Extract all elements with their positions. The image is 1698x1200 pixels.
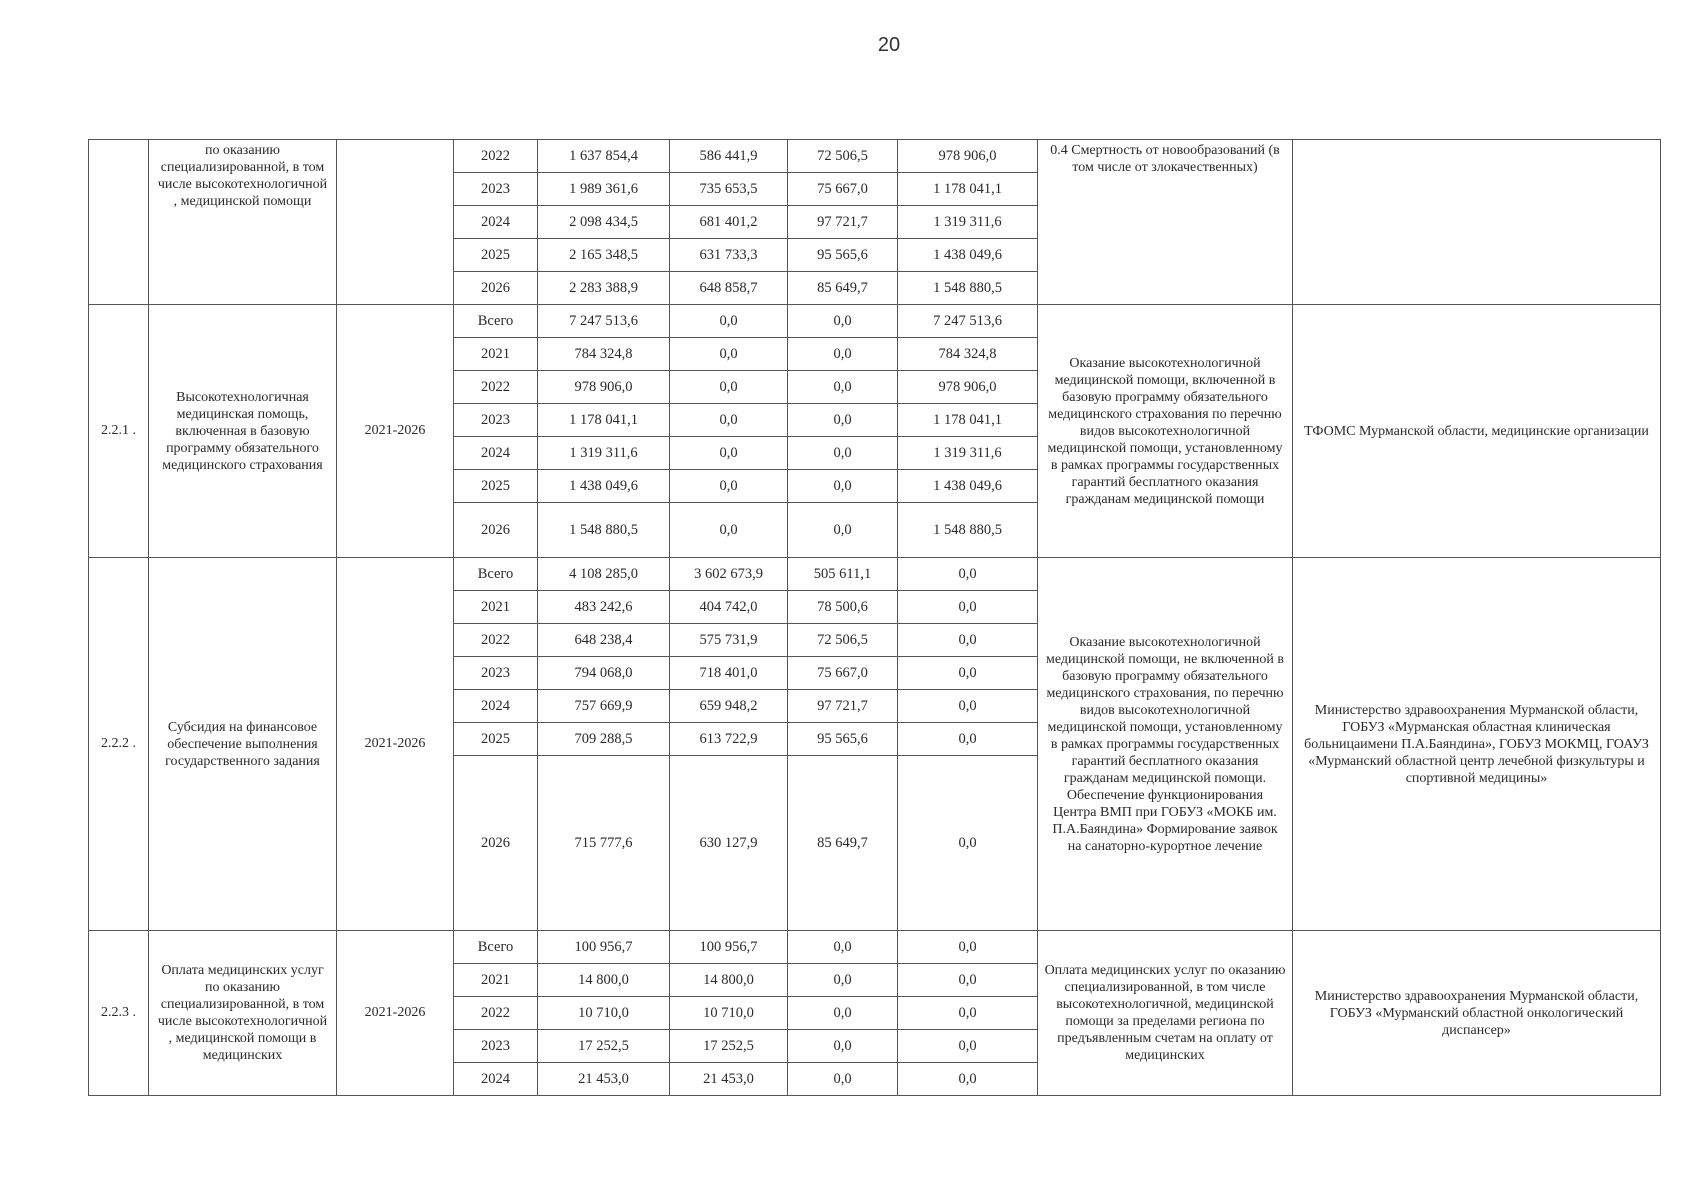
funding-cell-3: 0,0 (898, 1063, 1038, 1096)
funding-cell-2: 97 721,7 (788, 206, 898, 239)
year-cell: 2026 (454, 756, 538, 931)
year-cell: 2024 (454, 206, 538, 239)
year-cell: 2023 (454, 657, 538, 690)
executor: ТФОМС Мурманской области, медицинские организации (1293, 305, 1661, 558)
page-number: 20 (877, 34, 901, 56)
year-cell: 2023 (454, 404, 538, 437)
table-row (89, 305, 1661, 338)
funding-cell-2: 505 611,1 (788, 558, 898, 591)
funding-cell-2: 0,0 (788, 1063, 898, 1096)
year-cell: Всего (454, 931, 538, 964)
year-cell: 2021 (454, 964, 538, 997)
table-row (89, 558, 1661, 591)
funding-cell-1: 648 858,7 (670, 272, 788, 305)
funding-cell-2: 0,0 (788, 503, 898, 558)
funding-cell-1: 586 441,9 (670, 140, 788, 173)
event-name: Субсидия на финансовое обеспечение выполнения государственного задания (149, 558, 337, 931)
total-cell: 10 710,0 (538, 997, 670, 1030)
period (337, 140, 454, 305)
funding-cell-3: 1 438 049,6 (898, 239, 1038, 272)
funding-cell-1: 0,0 (670, 503, 788, 558)
executor: Министерство здравоохранения Мурманской области, ГОБУЗ «Мурманская областная клиническая больницаимени П.А.Баяндина», ГОБУЗ МОКМЦ, ГОАУЗ «Мурманский областной центр лечебной физкультуры и спортивной медицины» (1293, 558, 1661, 931)
funding-cell-2: 0,0 (788, 305, 898, 338)
year-cell: 2025 (454, 239, 538, 272)
funding-cell-2: 72 506,5 (788, 624, 898, 657)
indicator: Оказание высокотехнологичной медицинской помощи, включенной в базовую программу обязательного медицинского страхования по перечню видов высокотехнологичной медицинской помощи, установленному в рамках программы государственных гарантий бесплатного оказания гражданам медицинской помощи (1038, 305, 1293, 558)
funding-cell-1: 0,0 (670, 371, 788, 404)
funding-cell-3: 0,0 (898, 723, 1038, 756)
funding-cell-3: 0,0 (898, 624, 1038, 657)
total-cell: 2 098 434,5 (538, 206, 670, 239)
executor: Министерство здравоохранения Мурманской области, ГОБУЗ «Мурманский областной онкологический диспансер» (1293, 931, 1661, 1096)
total-cell: 1 989 361,6 (538, 173, 670, 206)
funding-cell-3: 978 906,0 (898, 140, 1038, 173)
funding-cell-2: 0,0 (788, 1030, 898, 1063)
funding-cell-3: 0,0 (898, 657, 1038, 690)
funding-cell-1: 735 653,5 (670, 173, 788, 206)
funding-cell-1: 10 710,0 (670, 997, 788, 1030)
event-name: Высокотехнологичная медицинская помощь, включенная в базовую программу обязательного медицинского страхования (149, 305, 337, 558)
table-body (89, 140, 1661, 1096)
year-cell: 2023 (454, 173, 538, 206)
funding-cell-1: 0,0 (670, 338, 788, 371)
total-cell: 100 956,7 (538, 931, 670, 964)
indicator: Оказание высокотехнологичной медицинской помощи, не включенной в базовую программу обязательного медицинского страхования, по перечню видов высокотехнологичной медицинской помощи, установленному в рамках программы государственных гарантий бесплатного оказания гражданам медицинской помощи. Обеспечение функционирования Центра ВМП при ГОБУЗ «МОКБ им. П.А.Баяндина» Формирование заявок на санаторно-курортное лечение (1038, 558, 1293, 931)
year-cell: 2024 (454, 437, 538, 470)
indicator: Оплата медицинских услуг по оказанию специализированной, в том числе высокотехнологичной, медицинской помощи за пределами региона по предъявленным счетам на оплату от медицинских (1038, 931, 1293, 1096)
row-code: 2.2.1 . (89, 305, 149, 558)
funding-cell-2: 95 565,6 (788, 239, 898, 272)
total-cell: 794 068,0 (538, 657, 670, 690)
funding-cell-2: 0,0 (788, 404, 898, 437)
funding-cell-1: 0,0 (670, 404, 788, 437)
funding-cell-1: 681 401,2 (670, 206, 788, 239)
total-cell: 709 288,5 (538, 723, 670, 756)
funding-cell-2: 85 649,7 (788, 272, 898, 305)
total-cell: 2 283 388,9 (538, 272, 670, 305)
funding-cell-1: 630 127,9 (670, 756, 788, 931)
funding-cell-1: 0,0 (670, 470, 788, 503)
funding-cell-3: 0,0 (898, 558, 1038, 591)
year-cell: 2021 (454, 338, 538, 371)
funding-cell-1: 718 401,0 (670, 657, 788, 690)
funding-cell-1: 575 731,9 (670, 624, 788, 657)
funding-cell-3: 1 319 311,6 (898, 206, 1038, 239)
year-cell: 2022 (454, 997, 538, 1030)
funding-cell-1: 404 742,0 (670, 591, 788, 624)
total-cell: 1 178 041,1 (538, 404, 670, 437)
funding-cell-3: 0,0 (898, 964, 1038, 997)
total-cell: 7 247 513,6 (538, 305, 670, 338)
row-code (89, 140, 149, 305)
funding-cell-1: 0,0 (670, 437, 788, 470)
period: 2021-2026 (337, 305, 454, 558)
year-cell: 2022 (454, 140, 538, 173)
funding-cell-2: 0,0 (788, 997, 898, 1030)
total-cell: 21 453,0 (538, 1063, 670, 1096)
funding-cell-1: 3 602 673,9 (670, 558, 788, 591)
indicator: 0.4 Смертность от новообразований (в том числе от злокачественных) (1038, 140, 1293, 305)
year-cell: Всего (454, 558, 538, 591)
year-cell: Всего (454, 305, 538, 338)
total-cell: 1 438 049,6 (538, 470, 670, 503)
funding-cell-1: 659 948,2 (670, 690, 788, 723)
total-cell: 1 319 311,6 (538, 437, 670, 470)
funding-cell-2: 97 721,7 (788, 690, 898, 723)
total-cell: 4 108 285,0 (538, 558, 670, 591)
funding-cell-2: 75 667,0 (788, 173, 898, 206)
total-cell: 784 324,8 (538, 338, 670, 371)
funding-cell-2: 0,0 (788, 338, 898, 371)
funding-cell-1: 100 956,7 (670, 931, 788, 964)
year-cell: 2021 (454, 591, 538, 624)
event-name: по оказанию специализированной, в том числе высокотехнологичной , медицинской помощи (149, 140, 337, 305)
funding-cell-3: 7 247 513,6 (898, 305, 1038, 338)
funding-cell-1: 0,0 (670, 305, 788, 338)
year-cell: 2025 (454, 470, 538, 503)
funding-cell-1: 14 800,0 (670, 964, 788, 997)
total-cell: 978 906,0 (538, 371, 670, 404)
funding-cell-3: 0,0 (898, 931, 1038, 964)
row-code: 2.2.2 . (89, 558, 149, 931)
year-cell: 2024 (454, 1063, 538, 1096)
funding-cell-2: 75 667,0 (788, 657, 898, 690)
funding-cell-3: 1 319 311,6 (898, 437, 1038, 470)
funding-cell-3: 0,0 (898, 690, 1038, 723)
year-cell: 2022 (454, 624, 538, 657)
funding-cell-1: 21 453,0 (670, 1063, 788, 1096)
funding-cell-3: 1 178 041,1 (898, 404, 1038, 437)
year-cell: 2024 (454, 690, 538, 723)
total-cell: 715 777,6 (538, 756, 670, 931)
funding-cell-2: 78 500,6 (788, 591, 898, 624)
period: 2021-2026 (337, 558, 454, 931)
total-cell: 2 165 348,5 (538, 239, 670, 272)
total-cell: 1 637 854,4 (538, 140, 670, 173)
program-table (88, 139, 1661, 1096)
total-cell: 17 252,5 (538, 1030, 670, 1063)
funding-cell-2: 0,0 (788, 470, 898, 503)
total-cell: 1 548 880,5 (538, 503, 670, 558)
funding-cell-2: 95 565,6 (788, 723, 898, 756)
funding-cell-1: 631 733,3 (670, 239, 788, 272)
funding-cell-2: 0,0 (788, 437, 898, 470)
executor (1293, 140, 1661, 305)
funding-cell-3: 0,0 (898, 997, 1038, 1030)
row-code: 2.2.3 . (89, 931, 149, 1096)
event-name: Оплата медицинских услуг по оказанию специализированной, в том числе высокотехнологичной , медицинской помощи в медицинских (149, 931, 337, 1096)
table-row (89, 931, 1661, 964)
funding-cell-3: 0,0 (898, 756, 1038, 931)
funding-cell-1: 17 252,5 (670, 1030, 788, 1063)
total-cell: 648 238,4 (538, 624, 670, 657)
funding-cell-3: 784 324,8 (898, 338, 1038, 371)
total-cell: 14 800,0 (538, 964, 670, 997)
funding-cell-1: 613 722,9 (670, 723, 788, 756)
funding-cell-2: 72 506,5 (788, 140, 898, 173)
funding-cell-3: 0,0 (898, 591, 1038, 624)
funding-cell-3: 1 438 049,6 (898, 470, 1038, 503)
funding-cell-3: 0,0 (898, 1030, 1038, 1063)
year-cell: 2025 (454, 723, 538, 756)
funding-cell-2: 0,0 (788, 931, 898, 964)
funding-cell-3: 978 906,0 (898, 371, 1038, 404)
funding-cell-2: 0,0 (788, 964, 898, 997)
year-cell: 2026 (454, 272, 538, 305)
year-cell: 2022 (454, 371, 538, 404)
funding-cell-3: 1 178 041,1 (898, 173, 1038, 206)
period: 2021-2026 (337, 931, 454, 1096)
total-cell: 483 242,6 (538, 591, 670, 624)
total-cell: 757 669,9 (538, 690, 670, 723)
year-cell: 2023 (454, 1030, 538, 1063)
table-row (89, 140, 1661, 173)
funding-cell-2: 85 649,7 (788, 756, 898, 931)
funding-cell-3: 1 548 880,5 (898, 503, 1038, 558)
year-cell: 2026 (454, 503, 538, 558)
funding-cell-2: 0,0 (788, 371, 898, 404)
funding-cell-3: 1 548 880,5 (898, 272, 1038, 305)
